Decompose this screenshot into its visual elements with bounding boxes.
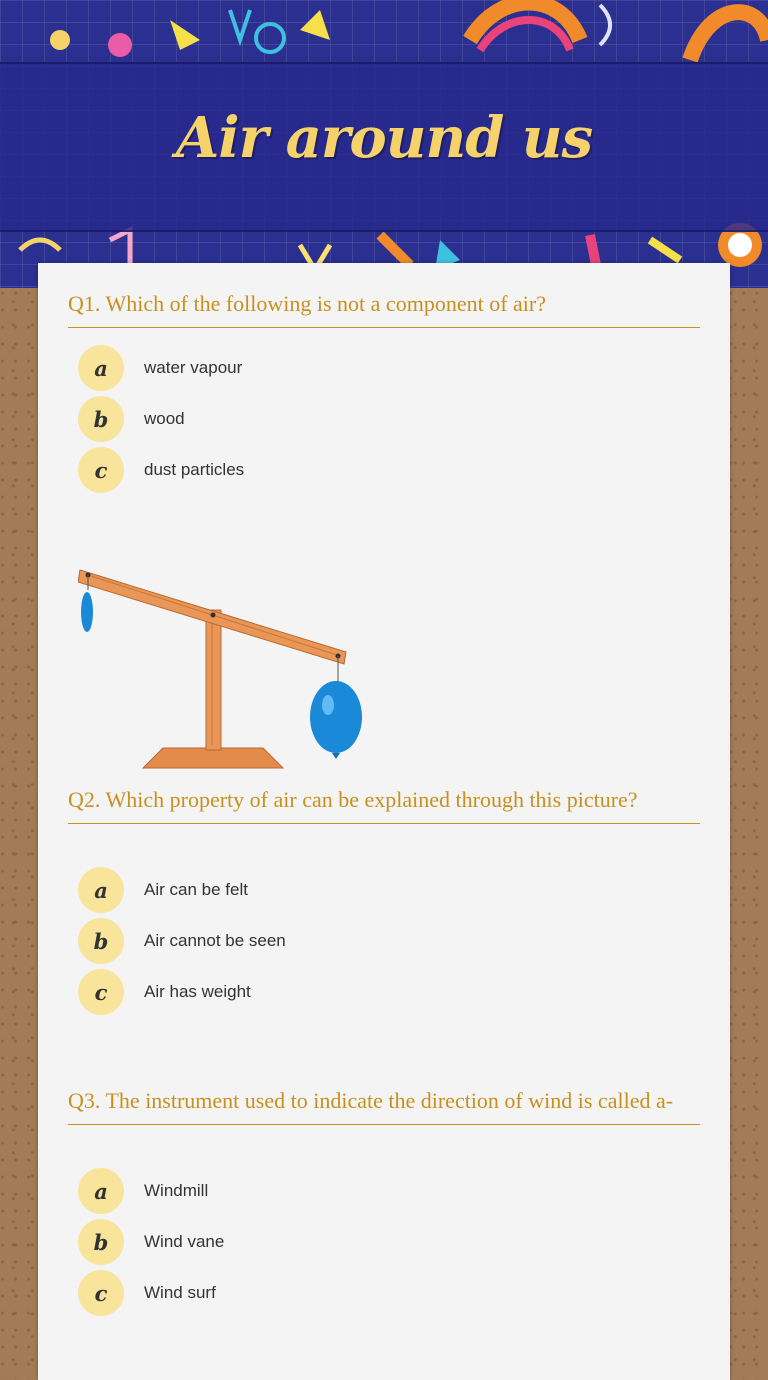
option-letter-bubble: c bbox=[78, 969, 124, 1015]
worksheet bbox=[38, 263, 730, 1380]
question-1-option-a[interactable] bbox=[78, 345, 242, 391]
question-3-option-b[interactable] bbox=[78, 1219, 224, 1265]
question-1-prompt: Q1. Which of the following is not a component of air? bbox=[68, 291, 700, 328]
option-text: Air can be felt bbox=[144, 880, 248, 899]
question-3-option-a[interactable] bbox=[78, 1168, 208, 1214]
option-text: Windmill bbox=[144, 1181, 209, 1200]
page-title: Air around us bbox=[175, 105, 593, 171]
question-3-option-c[interactable] bbox=[78, 1270, 216, 1316]
option-text: Air cannot be seen bbox=[144, 931, 286, 950]
option-letter-bubble: b bbox=[78, 396, 124, 442]
question-2-prompt: Q2. Which property of air can be explained through this picture? bbox=[68, 787, 700, 824]
question-2-option-a[interactable] bbox=[78, 867, 248, 913]
question-2-option-c[interactable] bbox=[78, 969, 251, 1015]
question-1-option-b[interactable] bbox=[78, 396, 185, 442]
option-text: Wind vane bbox=[144, 1232, 225, 1251]
option-letter-bubble: b bbox=[78, 1219, 124, 1265]
option-text: Wind surf bbox=[144, 1283, 216, 1302]
option-text: Air has weight bbox=[144, 982, 251, 1001]
question-2-option-b[interactable] bbox=[78, 918, 286, 964]
option-letter-bubble: c bbox=[78, 1270, 124, 1316]
option-letter-bubble: b bbox=[78, 918, 124, 964]
option-letter-bubble: c bbox=[78, 447, 124, 493]
question-3-prompt: Q3. The instrument used to indicate the direction of wind is called a- bbox=[68, 1088, 700, 1125]
header-banner bbox=[0, 0, 768, 288]
option-text: dust particles bbox=[144, 460, 245, 479]
option-letter-bubble: a bbox=[78, 867, 124, 913]
option-letter-bubble: a bbox=[78, 345, 124, 391]
option-text: wood bbox=[144, 409, 185, 428]
question-1-option-c[interactable] bbox=[78, 447, 244, 493]
balance-scale-illustration bbox=[78, 560, 378, 790]
option-text: water vapour bbox=[144, 358, 243, 377]
option-letter-bubble: a bbox=[78, 1168, 124, 1214]
